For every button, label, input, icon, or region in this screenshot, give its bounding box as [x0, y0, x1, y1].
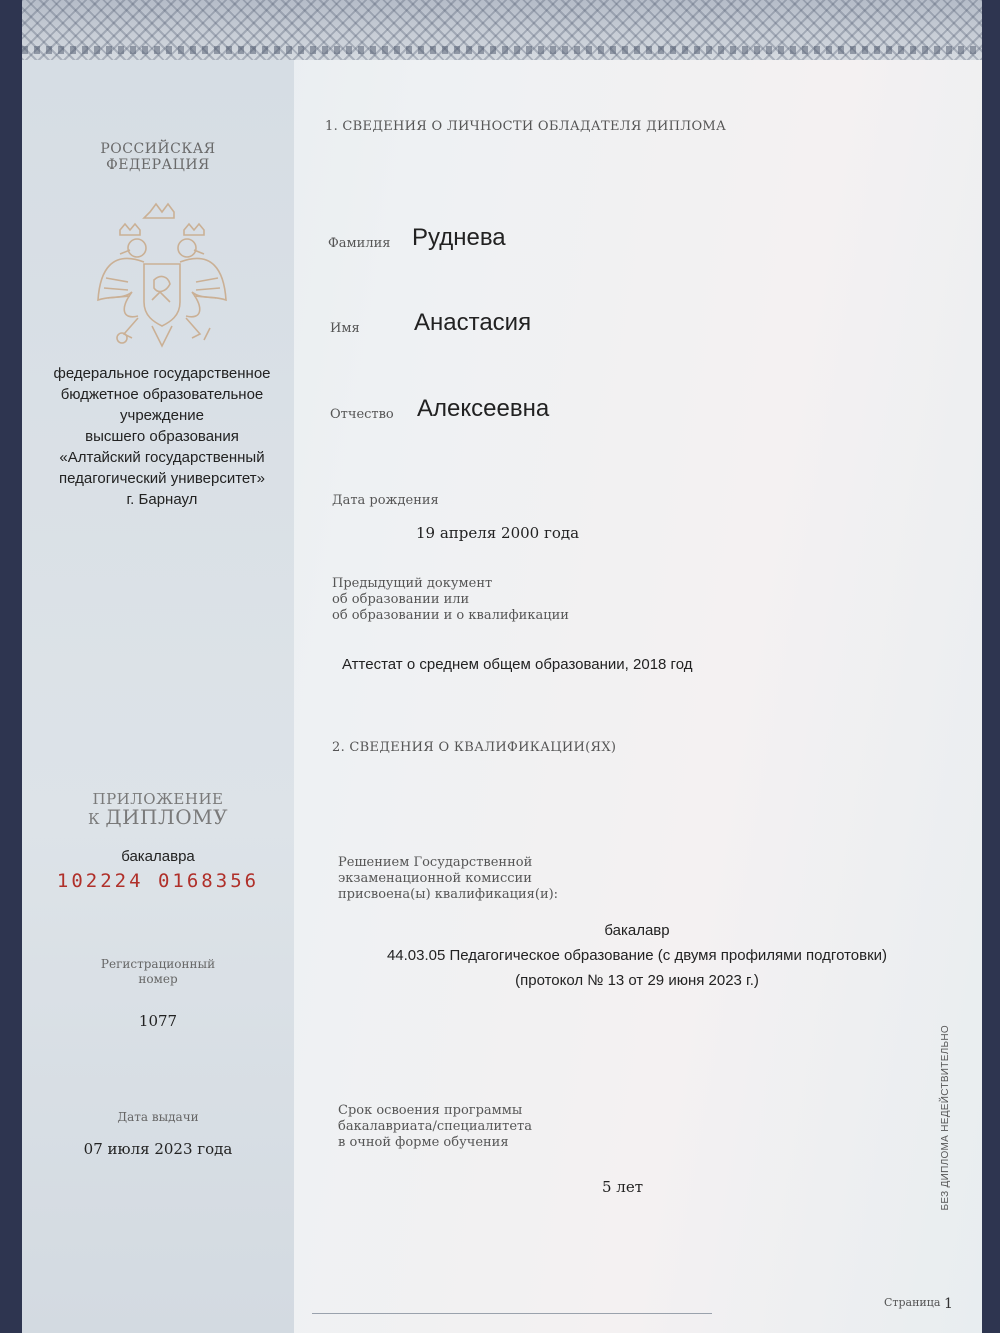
study-term-label: Срок освоения программы бакалавриата/специалитета в очной форме обучения	[338, 1103, 533, 1150]
degree-level: бакалавра	[121, 848, 195, 865]
surname-label: Фамилия	[328, 236, 391, 251]
appendix-diploma: ДИПЛОМУ	[105, 805, 229, 829]
serial-number: 102224 0168356	[56, 870, 260, 892]
qualification-label: Решением Государственной экзаменационной комиссии присвоена(ы) квалификация(и):	[338, 855, 559, 902]
registration-number: 1077	[138, 1012, 178, 1030]
study-term-value: 5 лет	[602, 1178, 644, 1196]
guilloche-border	[22, 0, 982, 60]
country-name: РОССИЙСКАЯ ФЕДЕРАЦИЯ	[100, 141, 216, 173]
name-value: Анастасия	[414, 309, 532, 336]
surname-value: Руднева	[412, 224, 506, 251]
section-2-heading: 2. СВЕДЕНИЯ О КВАЛИФИКАЦИИ(ЯХ)	[332, 740, 617, 755]
appendix-title: ПРИЛОЖЕНИЕ К ДИПЛОМУ	[87, 790, 229, 829]
patronymic-value: Алексеевна	[417, 395, 550, 422]
birth-date-label: Дата рождения	[332, 493, 439, 508]
diploma-appendix-page	[22, 0, 982, 1333]
appendix-k: К	[87, 810, 101, 828]
birth-date-value: 19 апреля 2000 года	[416, 524, 580, 542]
issue-date-label: Дата выдачи	[117, 1110, 199, 1124]
previous-document-label: Предыдущий документ об образовании или об образовании и о квалификации	[332, 576, 569, 623]
patronymic-label: Отчество	[330, 407, 394, 422]
page-label: Страница	[884, 1296, 941, 1309]
name-label: Имя	[330, 321, 360, 336]
issue-date: 07 июля 2023 года	[83, 1140, 233, 1158]
registration-label: Регистрационный номер	[100, 957, 216, 986]
section-1-heading: 1. СВЕДЕНИЯ О ЛИЧНОСТИ ОБЛАДАТЕЛЯ ДИПЛОМА	[325, 119, 727, 134]
bottom-divider	[312, 1313, 712, 1314]
qualification-value: бакалавр 44.03.05 Педагогическое образование (с двумя профилями подготовки) (протокол № 13 от 29 июня 2023 г.)	[386, 922, 888, 989]
previous-document-value: Аттестат о среднем общем образовании, 2018 год	[342, 656, 693, 673]
page-number: 1	[944, 1296, 953, 1312]
institution-name: федеральное государственное бюджетное образовательное учреждение высшего образования «Алтайский государственный педагогический университет» г. Барнаул	[53, 365, 271, 508]
invalid-without-diploma-note: БЕЗ ДИПЛОМА НЕДЕЙСТВИТЕЛЬНО	[940, 1025, 951, 1211]
coat-of-arms-emblem	[92, 200, 232, 355]
